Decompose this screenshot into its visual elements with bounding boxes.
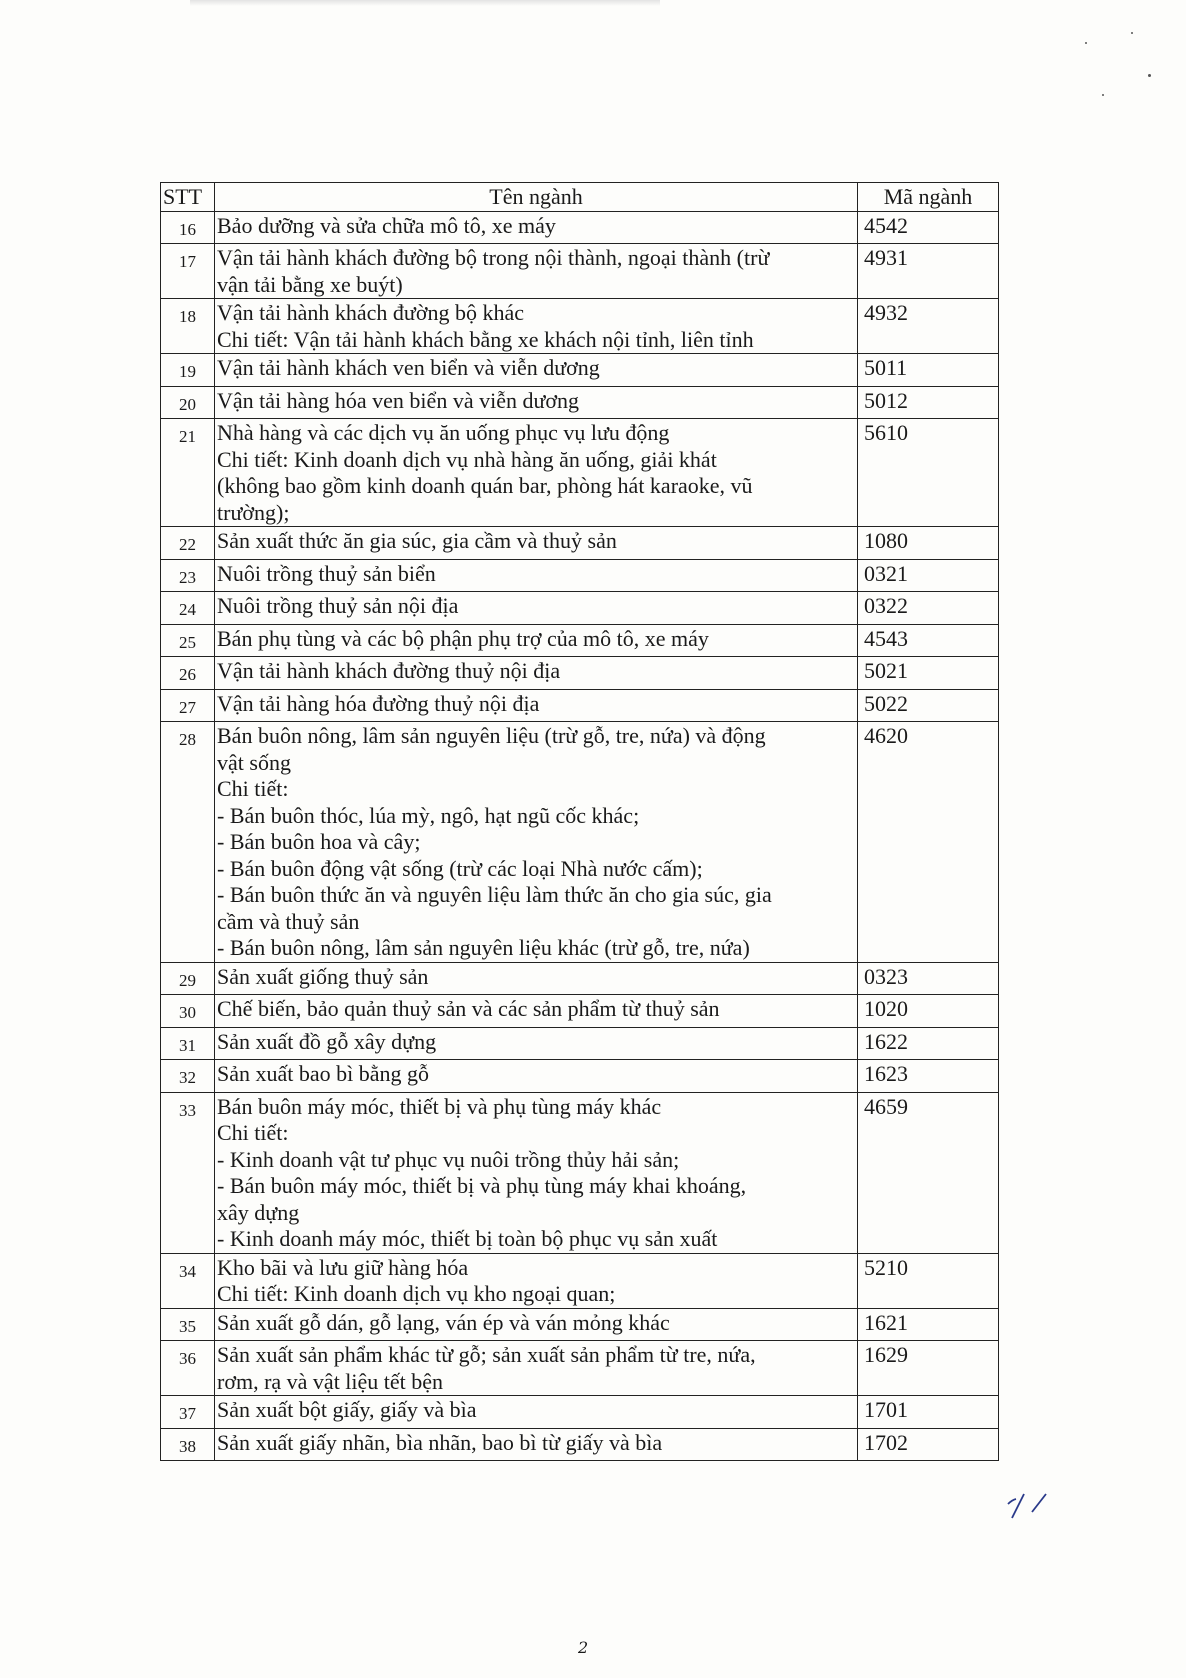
- row-name-line: Sản xuất giấy nhãn, bìa nhãn, bao bì từ giấy và bìa: [217, 1429, 663, 1455]
- row-name-line: - Bán buôn thóc, lúa mỳ, ngô, hạt ngũ cốc khác;: [217, 802, 640, 828]
- row-name: [215, 1027, 858, 1060]
- row-name-line: - Kinh doanh vật tư phục vụ nuôi trồng thủy hải sản;: [217, 1146, 680, 1172]
- scan-speck: [1131, 32, 1133, 34]
- row-name: [215, 1428, 858, 1461]
- row-code: 5011: [858, 354, 999, 387]
- table-row: [161, 1308, 999, 1341]
- row-name-line: (không bao gồm kinh doanh quán bar, phòng hát karaoke, vũ: [217, 473, 753, 498]
- row-code: 0321: [858, 559, 999, 592]
- row-code: 1629: [858, 1341, 999, 1396]
- header-name: Tên ngành: [215, 183, 858, 212]
- row-name: [215, 592, 858, 625]
- row-code: 1020: [858, 995, 999, 1028]
- table-row: [161, 722, 999, 963]
- row-name: [215, 354, 858, 387]
- table-row: [161, 211, 999, 244]
- row-stt: 31: [161, 1027, 215, 1060]
- row-code: 4620: [858, 722, 999, 963]
- row-name-line: Chi tiết:: [217, 1120, 289, 1145]
- table-row: [161, 299, 999, 354]
- row-name-line: Bán buôn nông, lâm sản nguyên liệu (trừ gỗ, tre, nứa) và động: [217, 723, 766, 748]
- row-code: 1621: [858, 1308, 999, 1341]
- row-stt: 38: [161, 1428, 215, 1461]
- row-name-line: Sản xuất đồ gỗ xây dựng: [217, 1028, 437, 1054]
- row-name-line: rơm, rạ và vật liệu tết bện: [217, 1368, 444, 1394]
- row-name-line: - Bán buôn hoa và cây;: [217, 829, 421, 854]
- scan-speck: [1148, 74, 1151, 77]
- row-name-line: Sản xuất bao bì bằng gỗ: [217, 1061, 430, 1086]
- row-name-line: - Bán buôn thức ăn và nguyên liệu làm thức ăn cho gia súc, gia: [217, 882, 772, 907]
- row-code: 5610: [858, 419, 999, 527]
- table-row: [161, 1396, 999, 1429]
- row-name-line: Vận tải hành khách đường bộ khác: [217, 300, 525, 325]
- table-row: [161, 559, 999, 592]
- row-name-line: Kho bãi và lưu giữ hàng hóa: [217, 1254, 469, 1280]
- row-name-line: Chi tiết: Kinh doanh dịch vụ kho ngoại quan;: [217, 1281, 616, 1306]
- row-stt: 32: [161, 1060, 215, 1093]
- row-code: 4542: [858, 211, 999, 244]
- header-stt: STT: [161, 183, 215, 212]
- row-stt: 19: [161, 354, 215, 387]
- row-name-line: xây dựng: [217, 1199, 300, 1225]
- row-code: 4659: [858, 1092, 999, 1253]
- row-name: [215, 722, 858, 963]
- row-name-line: Vận tải hành khách đường bộ trong nội thành, ngoại thành (trừ: [217, 245, 770, 270]
- table-row: [161, 689, 999, 722]
- row-name-line: cầm và thuỷ sản: [217, 908, 360, 934]
- scan-speck: [1102, 94, 1104, 96]
- row-name-line: Sản xuất giống thuỷ sản: [217, 963, 429, 989]
- scan-edge-shadow: [190, 0, 660, 6]
- row-stt: 30: [161, 995, 215, 1028]
- row-stt: 22: [161, 527, 215, 560]
- row-stt: 18: [161, 299, 215, 354]
- row-name: [215, 211, 858, 244]
- table-row: [161, 419, 999, 527]
- row-name-line: - Bán buôn động vật sống (trừ các loại Nhà nước cấm);: [217, 855, 703, 881]
- row-name-line: Chi tiết:: [217, 776, 289, 801]
- row-name: [215, 419, 858, 527]
- row-stt: 25: [161, 624, 215, 657]
- row-name: [215, 244, 858, 299]
- row-stt: 34: [161, 1253, 215, 1308]
- row-name: [215, 1253, 858, 1308]
- row-name-line: Nuôi trồng thuỷ sản nội địa: [217, 593, 459, 618]
- table-body: [161, 211, 999, 1461]
- row-code: 0323: [858, 962, 999, 995]
- table-row: [161, 657, 999, 690]
- header-code: Mã ngành: [858, 183, 999, 212]
- business-lines-table: [160, 182, 999, 1461]
- row-name-line: - Bán buôn nông, lâm sản nguyên liệu khác (trừ gỗ, tre, nứa): [217, 935, 750, 960]
- row-stt: 33: [161, 1092, 215, 1253]
- row-code: 0322: [858, 592, 999, 625]
- row-code: 1701: [858, 1396, 999, 1429]
- row-name-line: Sản xuất gỗ dán, gỗ lạng, ván ép và ván mỏng khác: [217, 1309, 670, 1335]
- row-stt: 16: [161, 211, 215, 244]
- row-stt: 17: [161, 244, 215, 299]
- row-code: 1080: [858, 527, 999, 560]
- row-name: [215, 689, 858, 722]
- row-name: [215, 1308, 858, 1341]
- table-row: [161, 962, 999, 995]
- row-stt: 37: [161, 1396, 215, 1429]
- row-code: 1622: [858, 1027, 999, 1060]
- row-code: 5012: [858, 386, 999, 419]
- row-name-line: - Kinh doanh máy móc, thiết bị toàn bộ phục vụ sản xuất: [217, 1226, 718, 1251]
- row-code: 5210: [858, 1253, 999, 1308]
- table-row: [161, 1253, 999, 1308]
- handwritten-tick-mark: [1006, 1492, 1050, 1522]
- row-name: [215, 995, 858, 1028]
- row-code: 4931: [858, 244, 999, 299]
- row-stt: 27: [161, 689, 215, 722]
- table-row: [161, 244, 999, 299]
- row-name-line: Chi tiết: Kinh doanh dịch vụ nhà hàng ăn uống, giải khát: [217, 446, 717, 472]
- row-code: 5022: [858, 689, 999, 722]
- row-stt: 20: [161, 386, 215, 419]
- row-name: [215, 962, 858, 995]
- row-name-line: vật sống: [217, 749, 291, 775]
- row-name: [215, 1060, 858, 1093]
- table-row: [161, 354, 999, 387]
- scan-speck: [1085, 42, 1087, 44]
- row-name-line: Chi tiết: Vận tải hành khách bằng xe khách nội tỉnh, liên tỉnh: [217, 326, 754, 352]
- row-name-line: trường);: [217, 499, 290, 525]
- row-stt: 21: [161, 419, 215, 527]
- row-name: [215, 1341, 858, 1396]
- row-name-line: Chế biến, bảo quản thuỷ sản và các sản phẩm từ thuỷ sản: [217, 996, 720, 1021]
- row-name-line: Bán phụ tùng và các bộ phận phụ trợ của mô tô, xe máy: [217, 625, 709, 651]
- row-name: [215, 624, 858, 657]
- table-row: [161, 1092, 999, 1253]
- table-row: [161, 386, 999, 419]
- row-name-line: vận tải bằng xe buýt): [217, 271, 403, 297]
- row-name-line: Nuôi trồng thuỷ sản biển: [217, 560, 436, 586]
- row-name: [215, 1396, 858, 1429]
- table-row: [161, 527, 999, 560]
- row-name-line: Bảo dưỡng và sửa chữa mô tô, xe máy: [217, 212, 556, 238]
- row-name-line: Sản xuất sản phẩm khác từ gỗ; sản xuất sản phẩm từ tre, nứa,: [217, 1342, 756, 1367]
- table-row: [161, 1060, 999, 1093]
- row-name: [215, 559, 858, 592]
- row-stt: 24: [161, 592, 215, 625]
- row-name: [215, 1092, 858, 1253]
- table-row: [161, 624, 999, 657]
- table-row: [161, 1027, 999, 1060]
- row-code: 4543: [858, 624, 999, 657]
- row-name-line: Vận tải hành khách đường thuỷ nội địa: [217, 658, 561, 683]
- row-name-line: Sản xuất bột giấy, giấy và bìa: [217, 1397, 477, 1422]
- row-name-line: Sản xuất thức ăn gia súc, gia cầm và thuỷ sản: [217, 528, 617, 553]
- row-code: 4932: [858, 299, 999, 354]
- row-code: 5021: [858, 657, 999, 690]
- row-name-line: Nhà hàng và các dịch vụ ăn uống phục vụ lưu động: [217, 420, 670, 445]
- row-stt: 29: [161, 962, 215, 995]
- row-name-line: Vận tải hàng hóa ven biển và viễn dương: [217, 387, 580, 413]
- row-name: [215, 386, 858, 419]
- table-row: [161, 1428, 999, 1461]
- table-row: [161, 592, 999, 625]
- table-header-row: [161, 183, 999, 212]
- row-stt: 23: [161, 559, 215, 592]
- table-row: [161, 995, 999, 1028]
- row-stt: 28: [161, 722, 215, 963]
- row-name-line: - Bán buôn máy móc, thiết bị và phụ tùng máy khai khoáng,: [217, 1173, 747, 1198]
- row-code: 1702: [858, 1428, 999, 1461]
- row-name: [215, 657, 858, 690]
- row-name-line: Vận tải hành khách ven biển và viễn dương: [217, 355, 600, 380]
- row-name-line: Bán buôn máy móc, thiết bị và phụ tùng máy khác: [217, 1093, 662, 1119]
- row-stt: 36: [161, 1341, 215, 1396]
- page-number: 2: [578, 1638, 589, 1657]
- row-code: 1623: [858, 1060, 999, 1093]
- row-name-line: Vận tải hàng hóa đường thuỷ nội địa: [217, 690, 540, 716]
- table-row: [161, 1341, 999, 1396]
- row-stt: 35: [161, 1308, 215, 1341]
- row-name: [215, 527, 858, 560]
- row-name: [215, 299, 858, 354]
- row-stt: 26: [161, 657, 215, 690]
